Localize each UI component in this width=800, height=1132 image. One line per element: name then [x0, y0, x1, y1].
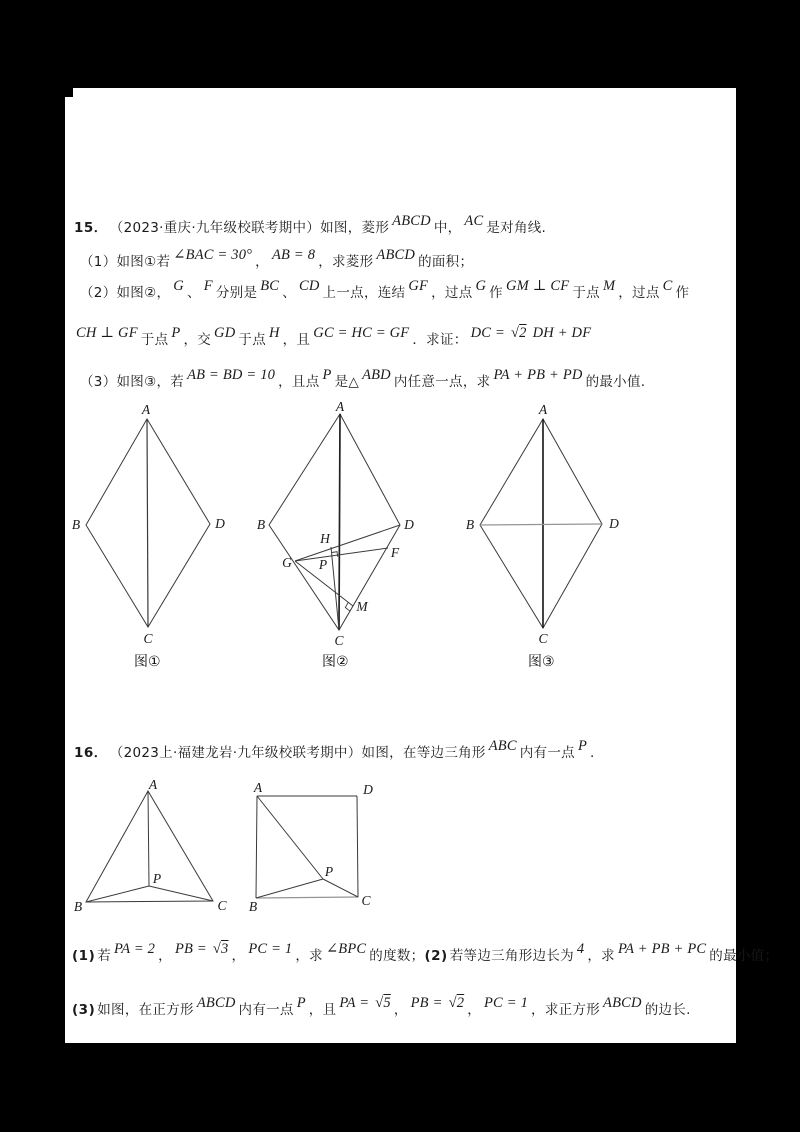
- fig3-label-b: B: [465, 517, 475, 532]
- fig3-label-c: C: [538, 631, 548, 646]
- sq-label-a: A: [253, 780, 263, 795]
- fig3-caption: 图③: [528, 654, 555, 670]
- tri-label-c: C: [217, 898, 227, 913]
- fig2-caption: 图②: [322, 654, 349, 670]
- fig1-label-d: D: [215, 516, 225, 531]
- sq-label-p: P: [324, 864, 334, 879]
- page-corner-notch: [65, 88, 73, 97]
- problem16-part3: (3) 如图，在正方形 ABCD 内有一点 P ，且 PA =√5 ， PB =√2 ， PC = 1 ，求正方形 ABCD 的边长.: [72, 995, 691, 1018]
- problem16-part12: (1) 若 PA = 2 ， PB =√3 ， PC = 1 ，求 ∠BPC 的度数；(2) 若等边三角形边长为 4 ，求 PA + PB + PC 的最小值；: [72, 941, 779, 964]
- fig2-label-a: A: [335, 399, 345, 414]
- problem15-part2-b: CH ⊥ GF 于点 P ，交 GD 于点 H ，且 GC = HC = GF ．求证： DC =√2 DH + DF: [76, 325, 592, 348]
- fig3-label-a: A: [538, 402, 548, 417]
- fig1-label-c: C: [143, 631, 153, 646]
- fig2-label-h: H: [320, 531, 330, 546]
- fig2-label-p: P: [318, 557, 328, 572]
- problem15-part3: （3）如图③，若 AB = BD = 10 ，且点 P 是△ ABD 内任意一点，求 PA + PB + PD 的最小值.: [80, 367, 646, 390]
- figure-square: [249, 780, 373, 914]
- figures-problem15: [65, 398, 736, 673]
- tri-label-a: A: [148, 780, 158, 792]
- figures-problem16: [65, 780, 736, 920]
- sq-label-b: B: [248, 899, 258, 914]
- sq-label-c: C: [361, 893, 371, 908]
- problem16-title: 16． （2023上·福建龙岩·九年级校联考期中）如图，在等边三角形 ABC 内有一点 P .: [74, 738, 595, 761]
- fig3-label-d: D: [609, 516, 619, 531]
- figure-rhombus-3: [466, 402, 619, 670]
- fig2-label-d: D: [404, 517, 414, 532]
- fig1-caption: 图①: [134, 654, 161, 670]
- fig2-label-b: B: [256, 517, 266, 532]
- tri-label-b: B: [73, 899, 83, 914]
- fig2-label-f: F: [390, 545, 400, 560]
- problem15-part2-a: （2）如图②， G 、 F 分别是 BC 、 CD 上一点，连结 GF ，过点 G 作 GM ⊥ CF 于点 M ，过点 C 作: [80, 278, 690, 301]
- figure-triangle: [74, 780, 228, 914]
- sq-label-d: D: [363, 782, 373, 797]
- fig2-label-c: C: [334, 633, 344, 648]
- problem15-title: 15． （2023·重庆·九年级校联考期中）如图，菱形 ABCD 中， AC 是对角线.: [74, 213, 547, 236]
- fig1-label-b: B: [71, 517, 81, 532]
- figure-rhombus-2: [257, 399, 414, 670]
- document-page: [65, 88, 779, 1043]
- fig1-label-a: A: [141, 402, 151, 417]
- fig2-label-m: M: [356, 599, 368, 614]
- figure-rhombus-1: [72, 402, 225, 670]
- problem15-part1: （1）如图①若 ∠BAC = 30° ， AB = 8 ，求菱形 ABCD 的面积；: [80, 247, 474, 270]
- fig2-label-g: G: [282, 555, 292, 570]
- tri-label-p: P: [152, 871, 162, 886]
